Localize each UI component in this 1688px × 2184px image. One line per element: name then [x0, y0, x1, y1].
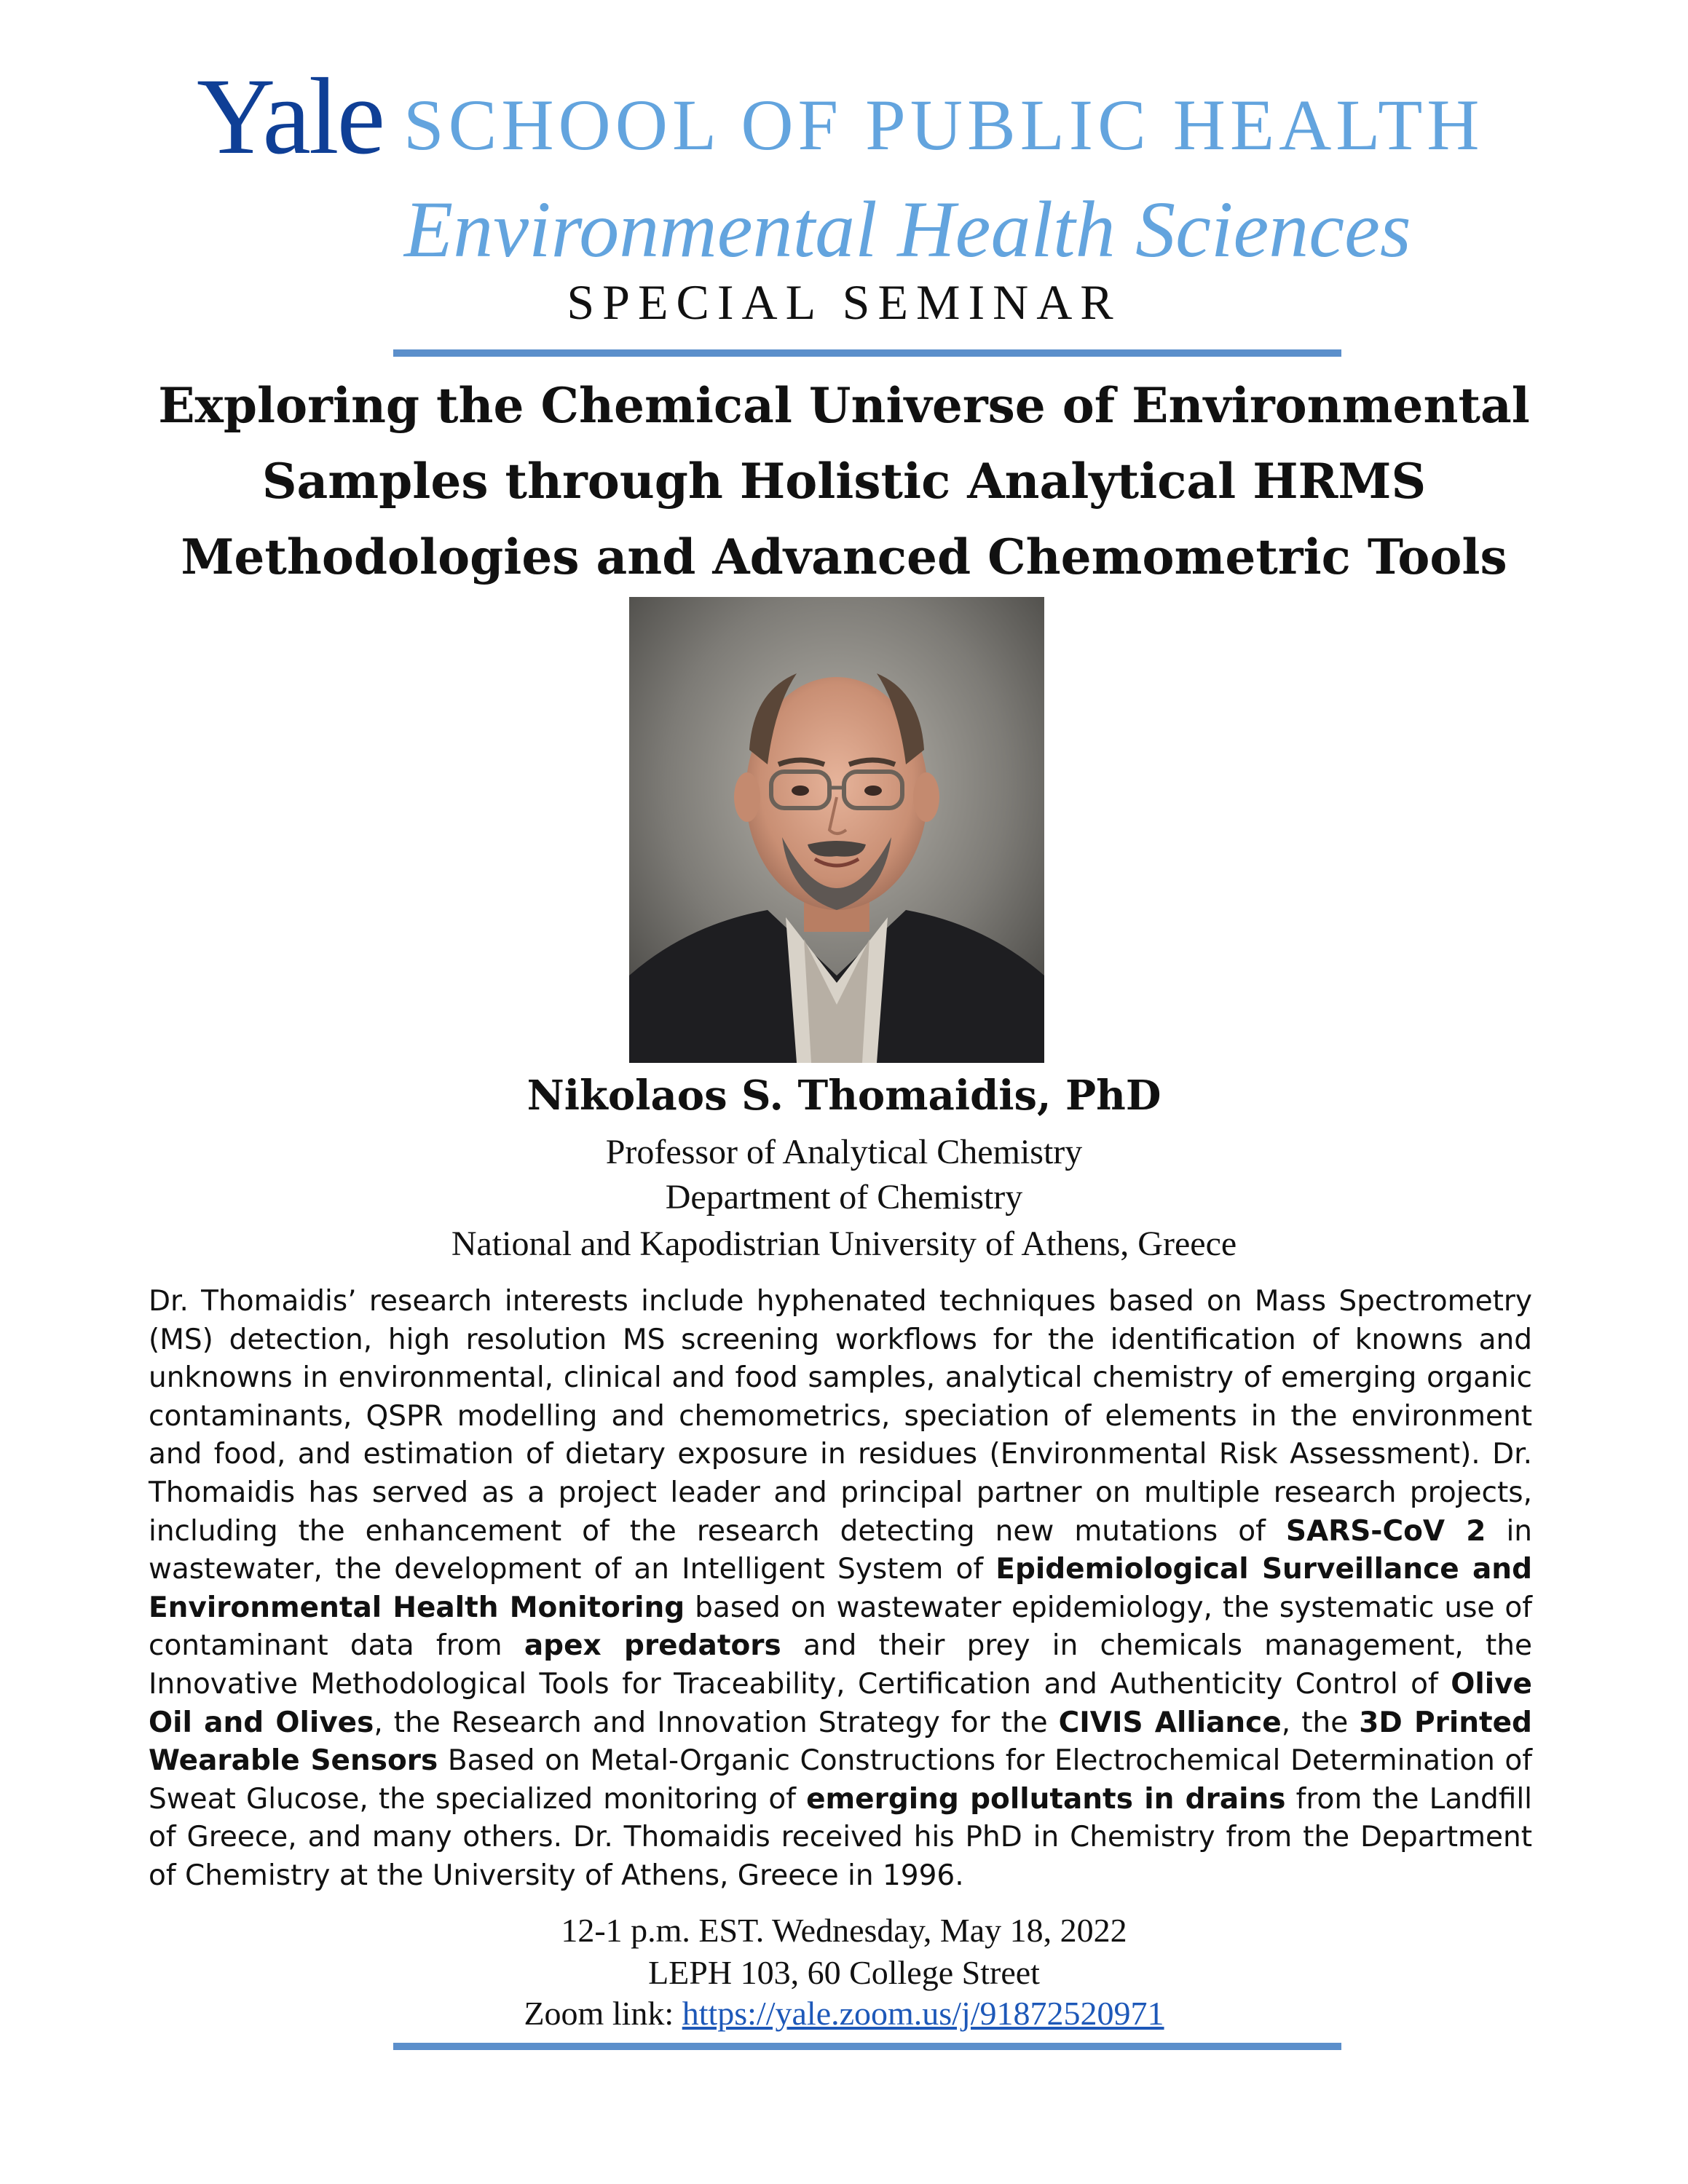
event-datetime: 12-1 p.m. EST. Wednesday, May 18, 2022 [561, 1912, 1127, 1949]
logo-school-name: SCHOOL OF PUBLIC HEALTH [403, 84, 1484, 165]
speaker-position: Professor of Analytical Chemistry [605, 1133, 1083, 1171]
talk-title-line-2: Samples through Holistic Analytical HRMS [261, 453, 1427, 510]
bio-text: and their prey in chemicals management, the Innovative Methodological Tools for Traceability, Certification and Authenticity Control of [149, 1629, 1532, 1701]
speaker-portrait-image [629, 597, 1044, 1063]
speaker-photo [629, 597, 1044, 1063]
talk-title [109, 368, 1579, 595]
talk-title-line-3: Methodologies and Advanced Chemometric Tools [181, 529, 1507, 585]
speaker-department: Department of Chemistry [665, 1178, 1023, 1216]
school-logo [197, 56, 1507, 177]
bio-text: , the [1281, 1706, 1360, 1739]
bio-text: in wastewater, the development of an Intelligent System of [149, 1514, 1533, 1586]
bio-text: based on wastewater epidemiology, the systematic use of contaminant data from [149, 1591, 1532, 1663]
event-zoom [0, 1993, 1688, 2034]
bio-highlight: apex predators [524, 1629, 781, 1663]
bio-text: Based on Metal-Organic Constructions for Electrochemical Determination of Sweat Glucose, the specialized monitoring of [149, 1744, 1532, 1816]
zoom-link[interactable]: https://yale.zoom.us/j/91872520971 [682, 1995, 1164, 2032]
event-location: LEPH 103, 60 College Street [648, 1954, 1040, 1991]
bio-highlight: Olive Oil and Olives [149, 1667, 1532, 1739]
seminar-label: SPECIAL SEMINAR [567, 274, 1121, 330]
talk-title-line-1: Exploring the Chemical Universe of Environmental [158, 377, 1530, 434]
zoom-label: Zoom link: [524, 1995, 682, 2032]
bio-text: , the Research and Innovation Strategy for the [374, 1706, 1059, 1739]
speaker-bio [149, 1283, 1532, 1896]
speaker-university: National and Kapodistrian University of Athens, Greece [451, 1224, 1237, 1263]
bio-highlight: SARS-CoV 2 [1285, 1514, 1486, 1548]
bio-highlight: Epidemiological Surveillance and Environmental Health Monitoring [149, 1553, 1532, 1624]
department-name: Environmental Health Sciences [404, 185, 1411, 274]
bottom-divider [393, 2043, 1341, 2050]
bio-text: from the Landfill of Greece, and many others. Dr. Thomaidis received his PhD in Chemistry from the Department of Chemistry at the University of Athens, Greece in 1996. [149, 1782, 1533, 1892]
speaker-name: Nikolaos S. Thomaidis, PhD [526, 1072, 1162, 1120]
bio-highlight: 3D Printed Wearable Sensors [149, 1706, 1532, 1778]
logo-yale-word: Yale [197, 56, 384, 177]
top-divider [393, 349, 1341, 357]
bio-highlight: CIVIS Alliance [1058, 1706, 1282, 1739]
bio-text: Dr. Thomaidis’ research interests include hyphenated techniques based on Mass Spectrometry (MS) detection, high resolution MS screening workflows for the identification of knowns and unknowns in environmental, clinical and food samples, analytical chemistry of emerging organic contaminants, QSPR modelling and chemometrics, speciation of elements in the environment and food, and estimation of dietary exposure in residues (Environmental Risk Assessment). Dr. Thomaidis has served as a project leader and principal partner on multiple research projects, including the enhancement of the research detecting new mutations of [149, 1285, 1532, 1548]
bio-highlight: emerging pollutants in drains [806, 1782, 1286, 1816]
